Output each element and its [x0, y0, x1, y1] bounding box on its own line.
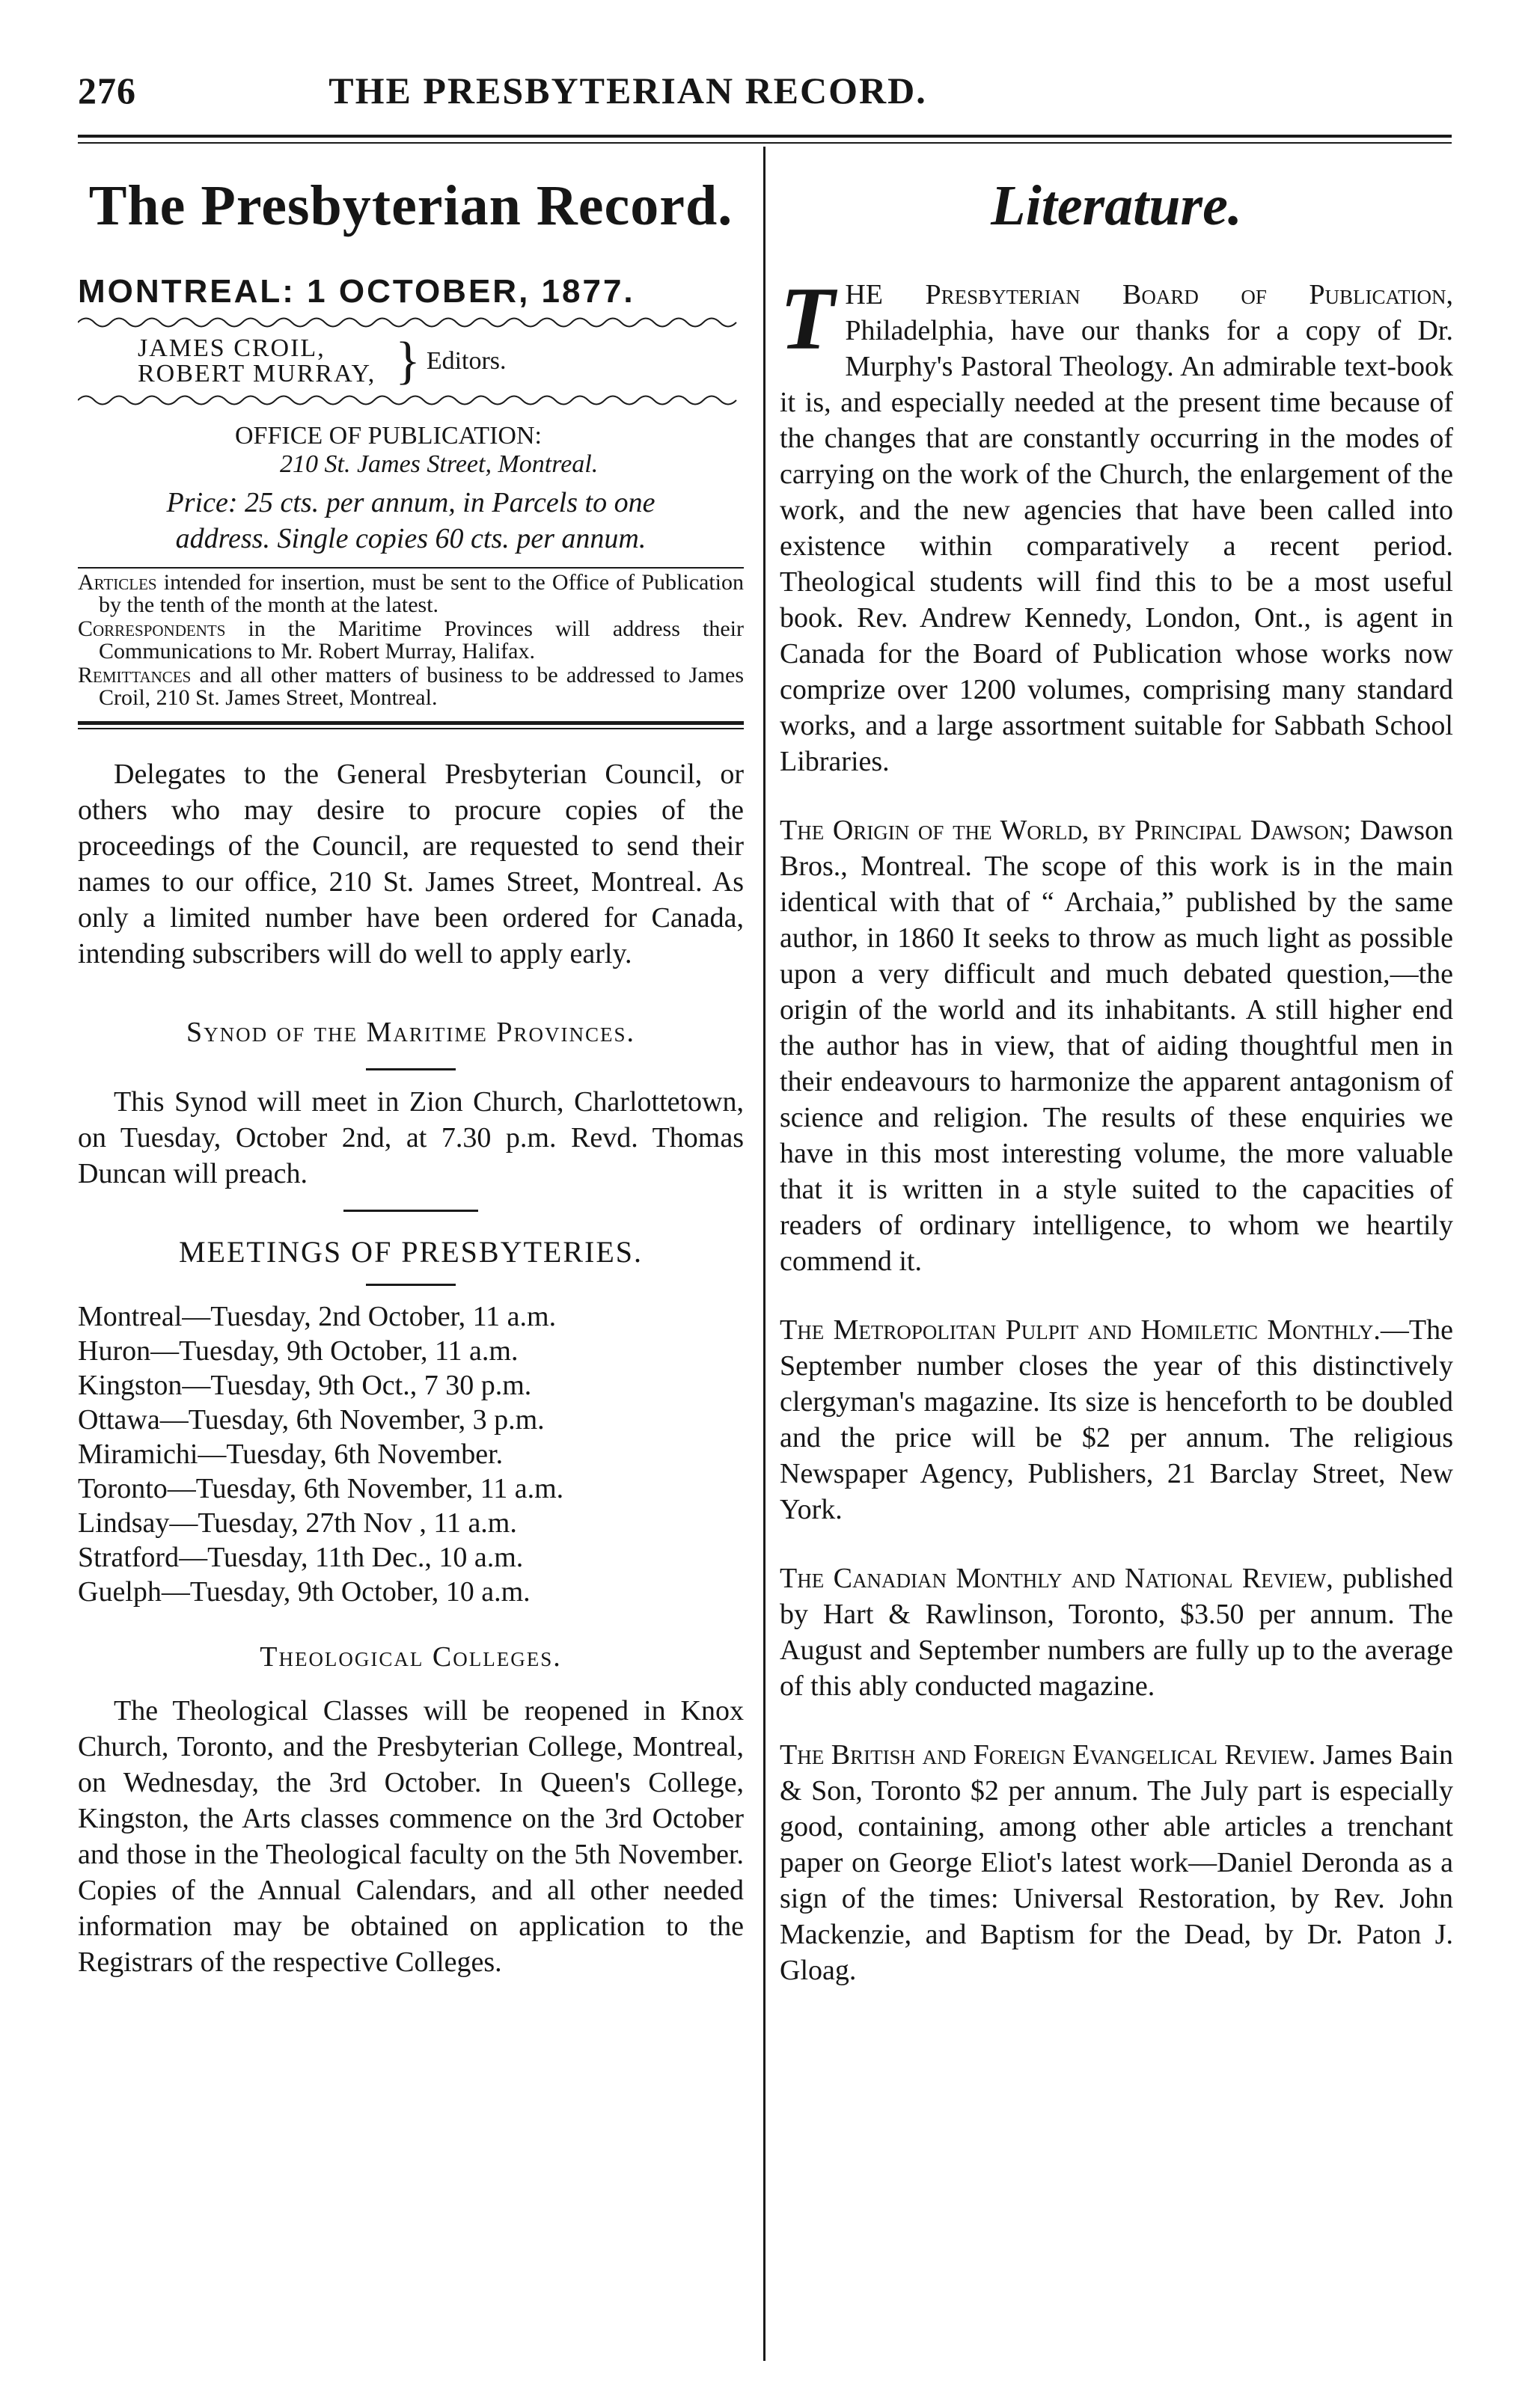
review-text: Dawson Bros., Montreal. The scope of this work is in the main identical with that of “ Archaia,” published by the same author, in 1860 It seeks to throw as much light as possible upon a very difficult and much debated question,—the origin of the world and its inhabitants. A still higher end the author has in view, that of aiding thoughtful men in their endeavours to harmonize the apparent antagonism of science and religion. The results of these enquiries we have in this most interesting volume, the more valuable that it is written in a style suited to the capacities of readers of ordinary intelligence, to whom we heartily commend it.	[780, 815, 1454, 1277]
review-block	[780, 812, 1453, 1279]
notice-item: Remittances and all other matters of business to be addressed to James Croil, 210 St. James Street, Montreal.	[78, 663, 744, 710]
meeting-item: Ottawa—Tuesday, 6th November, 3 p.m.	[78, 1404, 545, 1436]
office-label: OFFICE OF PUBLICATION:	[235, 422, 542, 450]
review-text: published by Hart & Rawlinson, Toronto, $3.50 per annum. The August and September numbers are fully up to the average of this ably conducted magazine.	[780, 1563, 1453, 1702]
meeting-item: Kingston—Tuesday, 9th Oct., 7 30 p.m.	[78, 1370, 532, 1401]
notice-item: Articles intended for insertion, must be sent to the Office of Publication by the tenth of the month at the latest.	[78, 570, 745, 617]
office-of-publication	[235, 422, 744, 479]
meeting-item: Stratford—Tuesday, 11th Dec., 10 a.m.	[78, 1542, 524, 1573]
right-column	[780, 150, 1453, 1988]
dateline: MONTREAL: 1 OCTOBER, 1877.	[78, 273, 635, 310]
page-number: 276	[78, 70, 136, 111]
colleges-paragraph: The Theological Classes will be reopened in Knox Church, Toronto, and the Presbyterian College, Montreal, on Wednesday, the 3rd October. In Queen's College, Kingston, the Arts classes commence on the 3rd October and those in the Theological faculty on the 5th November. Copies of the Annual Calendars, and all other needed information may be obtained on application to the Registrars of the respective Colleges.	[78, 1695, 744, 1978]
notices	[78, 572, 744, 709]
synod-heading: Synod of the Maritime Provinces.	[186, 1017, 636, 1048]
rule	[78, 567, 744, 569]
review-title: The Origin of the World, by Principal Dawson;	[780, 815, 1351, 846]
review-title: The Metropolitan Pulpit and Homiletic Monthly.	[780, 1314, 1381, 1346]
review-text: Philadelphia, have our thanks for a copy of Dr. Murphy's Pastoral Theology. An admirable text-book it is, and especially needed at the present time because of the changes that are constantly occurring in the modes of carrying on the work of the Church, the enlargement of the work, and the new agencies that have been called into existence within comparatively a recent period. Theological students will find this to be a most useful book. Rev. Andrew Kennedy, London, Ont., is agent in Canada for the Board of Publication whose works now comprize over 1200 volumes, comprising many standard works, and a large assortment suitable for Sabbath School Libraries.	[780, 315, 1453, 777]
meeting-item: Huron—Tuesday, 9th October, 11 a.m.	[78, 1335, 519, 1367]
office-address: 210 St. James Street, Montreal.	[280, 450, 599, 478]
meeting-item: Miramichi—Tuesday, 6th November.	[78, 1439, 504, 1470]
mid-rule	[343, 1210, 478, 1212]
editor-name: JAMES CROIL,	[138, 334, 326, 362]
meetings-heading: MEETINGS OF PRESBYTERIES.	[178, 1235, 644, 1269]
wavy-rule	[78, 392, 744, 408]
rule-heavy	[78, 721, 744, 725]
meeting-item: Lindsay—Tuesday, 27th Nov , 11 a.m.	[78, 1507, 517, 1539]
editors-block	[138, 332, 744, 390]
left-column	[78, 150, 744, 1989]
review-title: HE Presbyterian Board of Publication,	[845, 279, 1453, 310]
review-block	[780, 1560, 1453, 1704]
short-rule	[366, 1284, 456, 1286]
review-title: The British and Foreign Evangelical Review.	[780, 1739, 1316, 1771]
editors-label: Editors.	[426, 347, 507, 375]
rule-thin	[78, 728, 744, 729]
literature-title: Literature.	[991, 174, 1242, 237]
column-divider	[763, 147, 765, 2361]
review-block	[780, 1312, 1453, 1528]
header-rule-thin	[78, 142, 1452, 144]
brace-glyph: }	[395, 332, 421, 390]
meeting-item: Guelph—Tuesday, 9th October, 10 a.m.	[78, 1576, 531, 1608]
notice-item: Correspondents in the Maritime Provinces will address their Communications to Mr. Robert Murray, Halifax.	[78, 616, 744, 664]
wavy-rule	[78, 314, 744, 331]
review-block	[780, 269, 1453, 779]
editor-name: ROBERT MURRAY,	[138, 360, 376, 387]
review-text: James Bain & Son, Toronto $2 per annum. The July part is especially good, containing, among other able articles a trenchant paper on George Eliot's latest work—Daniel Deronda as a sign of the times: Universal Restoration, by Rev. John Mackenzie, and Baptism for the Dead, by Dr. Paton J. Gloag.	[780, 1739, 1454, 1986]
review-title: The Canadian Monthly and National Review,	[780, 1563, 1333, 1594]
review-block	[780, 1737, 1453, 1988]
colleges-heading: Theological Colleges.	[260, 1641, 562, 1673]
short-rule	[366, 1068, 456, 1070]
meetings-list	[78, 1299, 744, 1609]
meeting-item: Montreal—Tuesday, 2nd October, 11 a.m.	[78, 1301, 557, 1332]
masthead: The Presbyterian Record.	[88, 174, 733, 237]
synod-paragraph: This Synod will meet in Zion Church, Charlottetown, on Tuesday, October 2nd, at 7.30 p.m. Revd. Thomas Duncan will preach.	[78, 1086, 744, 1189]
running-header	[78, 69, 1500, 121]
review-text: —The September number closes the year of this distinctively clergyman's magazine. Its size is henceforth to be doubled and the price will be $2 per annum. The religious Newspaper Agency, Publishers, 21 Barclay Street, New York.	[780, 1314, 1453, 1525]
meeting-item: Toronto—Tuesday, 6th November, 11 a.m.	[78, 1473, 564, 1504]
header-rule	[78, 135, 1452, 138]
drop-cap: T	[780, 269, 835, 368]
delegates-paragraph: Delegates to the General Presbyterian Council, or others who may desire to procure copies of the proceedings of the Council, are requested to send their names to our office, 210 St. James Street, Montreal. As only a limited number have been ordered for Canada, intending subscribers will do well to apply early.	[78, 759, 744, 969]
running-title: THE PRESBYTERIAN RECORD.	[328, 70, 927, 111]
price-line: Price: 25 cts. per annum, in Parcels to one address. Single copies 60 cts. per annum.	[166, 487, 655, 554]
